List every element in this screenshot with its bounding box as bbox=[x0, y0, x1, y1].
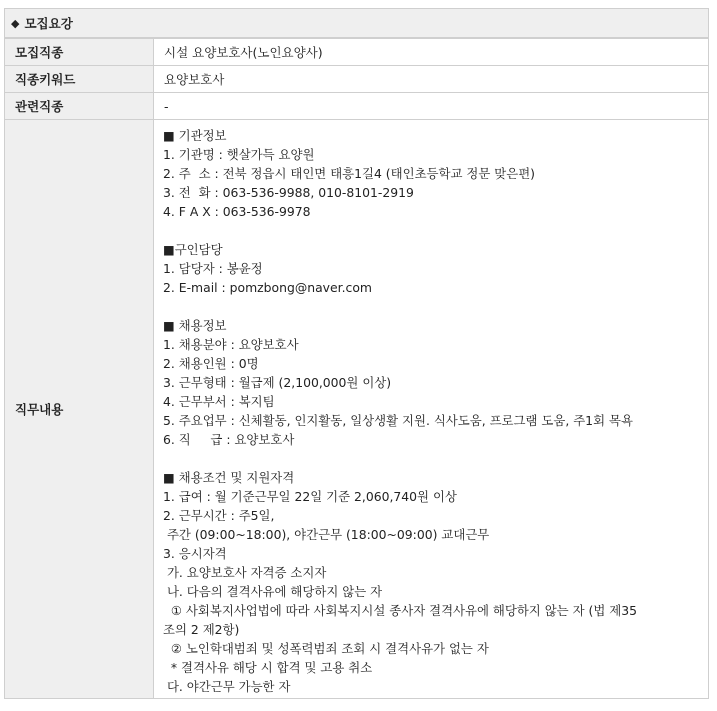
duty-line: ■구인담당 bbox=[163, 242, 223, 257]
duty-line: * 결격사유 해당 시 합격 및 고용 취소 bbox=[163, 660, 373, 675]
duty-line: 가. 요양보호사 자격증 소지자 bbox=[163, 565, 327, 580]
duty-line: ■ 기관정보 bbox=[163, 128, 227, 143]
duty-line: 조의 2 제2항) bbox=[163, 622, 240, 637]
section-title: 모집요강 bbox=[24, 16, 73, 31]
duty-line: 5. 주요업무 : 신체활동, 인지활동, 일상생활 지원. 식사도움, 프로그램 도움, 주1회 목욕 bbox=[163, 413, 633, 428]
duty-line: 주간 (09:00~18:00), 야간근무 (18:00~09:00) 교대근무 bbox=[163, 527, 490, 542]
duty-line: 나. 다음의 결격사유에 해당하지 않는 자 bbox=[163, 584, 383, 599]
row-label: 모집직종 bbox=[5, 39, 154, 66]
duty-line: 4. F A X : 063-536-9978 bbox=[163, 204, 311, 219]
duty-line: 3. 응시자격 bbox=[163, 546, 227, 561]
recruitment-section bbox=[4, 8, 709, 699]
duty-line: 2. 채용인원 : 0명 bbox=[163, 356, 259, 371]
duty-line: 2. 근무시간 : 주5일, bbox=[163, 508, 275, 523]
duty-line: ■ 채용조건 및 지원자격 bbox=[163, 470, 295, 485]
duty-content bbox=[154, 120, 709, 699]
table-row bbox=[5, 93, 709, 120]
duty-line: 2. 주 소 : 전북 정읍시 태인면 태흥1길4 (태인초등학교 정문 맞은편) bbox=[163, 166, 536, 181]
duty-lines bbox=[163, 126, 702, 696]
section-header bbox=[4, 8, 709, 38]
row-value: 요양보호사 bbox=[154, 66, 709, 93]
duty-line bbox=[163, 449, 702, 468]
duty-line: ② 노인학대범죄 및 성폭력범죄 조회 시 결격사유가 없는 자 bbox=[163, 641, 489, 656]
duty-line: 6. 직 급 : 요양보호사 bbox=[163, 432, 295, 447]
table-row bbox=[5, 66, 709, 93]
duty-line: 1. 담당자 : 봉윤정 bbox=[163, 261, 263, 276]
duty-line: 2. E-mail : pomzbong@naver.com bbox=[163, 280, 372, 295]
duty-line: 1. 채용분야 : 요양보호사 bbox=[163, 337, 299, 352]
duty-line: ① 사회복지사업법에 따라 사회복지시설 종사자 결격사유에 해당하지 않는 자 (법 제35 bbox=[163, 603, 637, 618]
table-row-duty bbox=[5, 120, 709, 699]
duty-line: 3. 근무형태 : 월급제 (2,100,000원 이상) bbox=[163, 375, 392, 390]
row-value: - bbox=[154, 93, 709, 120]
table-row bbox=[5, 39, 709, 66]
duty-line: 1. 급여 : 월 기준근무일 22일 기준 2,060,740원 이상 bbox=[163, 489, 457, 504]
duty-label: 직무내용 bbox=[5, 120, 154, 699]
diamond-icon: ◆ bbox=[11, 16, 20, 30]
duty-line: 다. 야간근무 가능한 자 bbox=[163, 679, 291, 694]
duty-line bbox=[163, 221, 702, 240]
duty-line: 1. 기관명 : 햇살가득 요양원 bbox=[163, 147, 315, 162]
row-value: 시설 요양보호사(노인요양사) bbox=[154, 39, 709, 66]
row-label: 관련직종 bbox=[5, 93, 154, 120]
duty-line: 4. 근무부서 : 복지팀 bbox=[163, 394, 275, 409]
recruitment-table bbox=[4, 38, 709, 699]
duty-line: ■ 채용정보 bbox=[163, 318, 227, 333]
row-label: 직종키워드 bbox=[5, 66, 154, 93]
duty-line: 3. 전 화 : 063-536-9988, 010-8101-2919 bbox=[163, 185, 414, 200]
duty-line bbox=[163, 297, 702, 316]
